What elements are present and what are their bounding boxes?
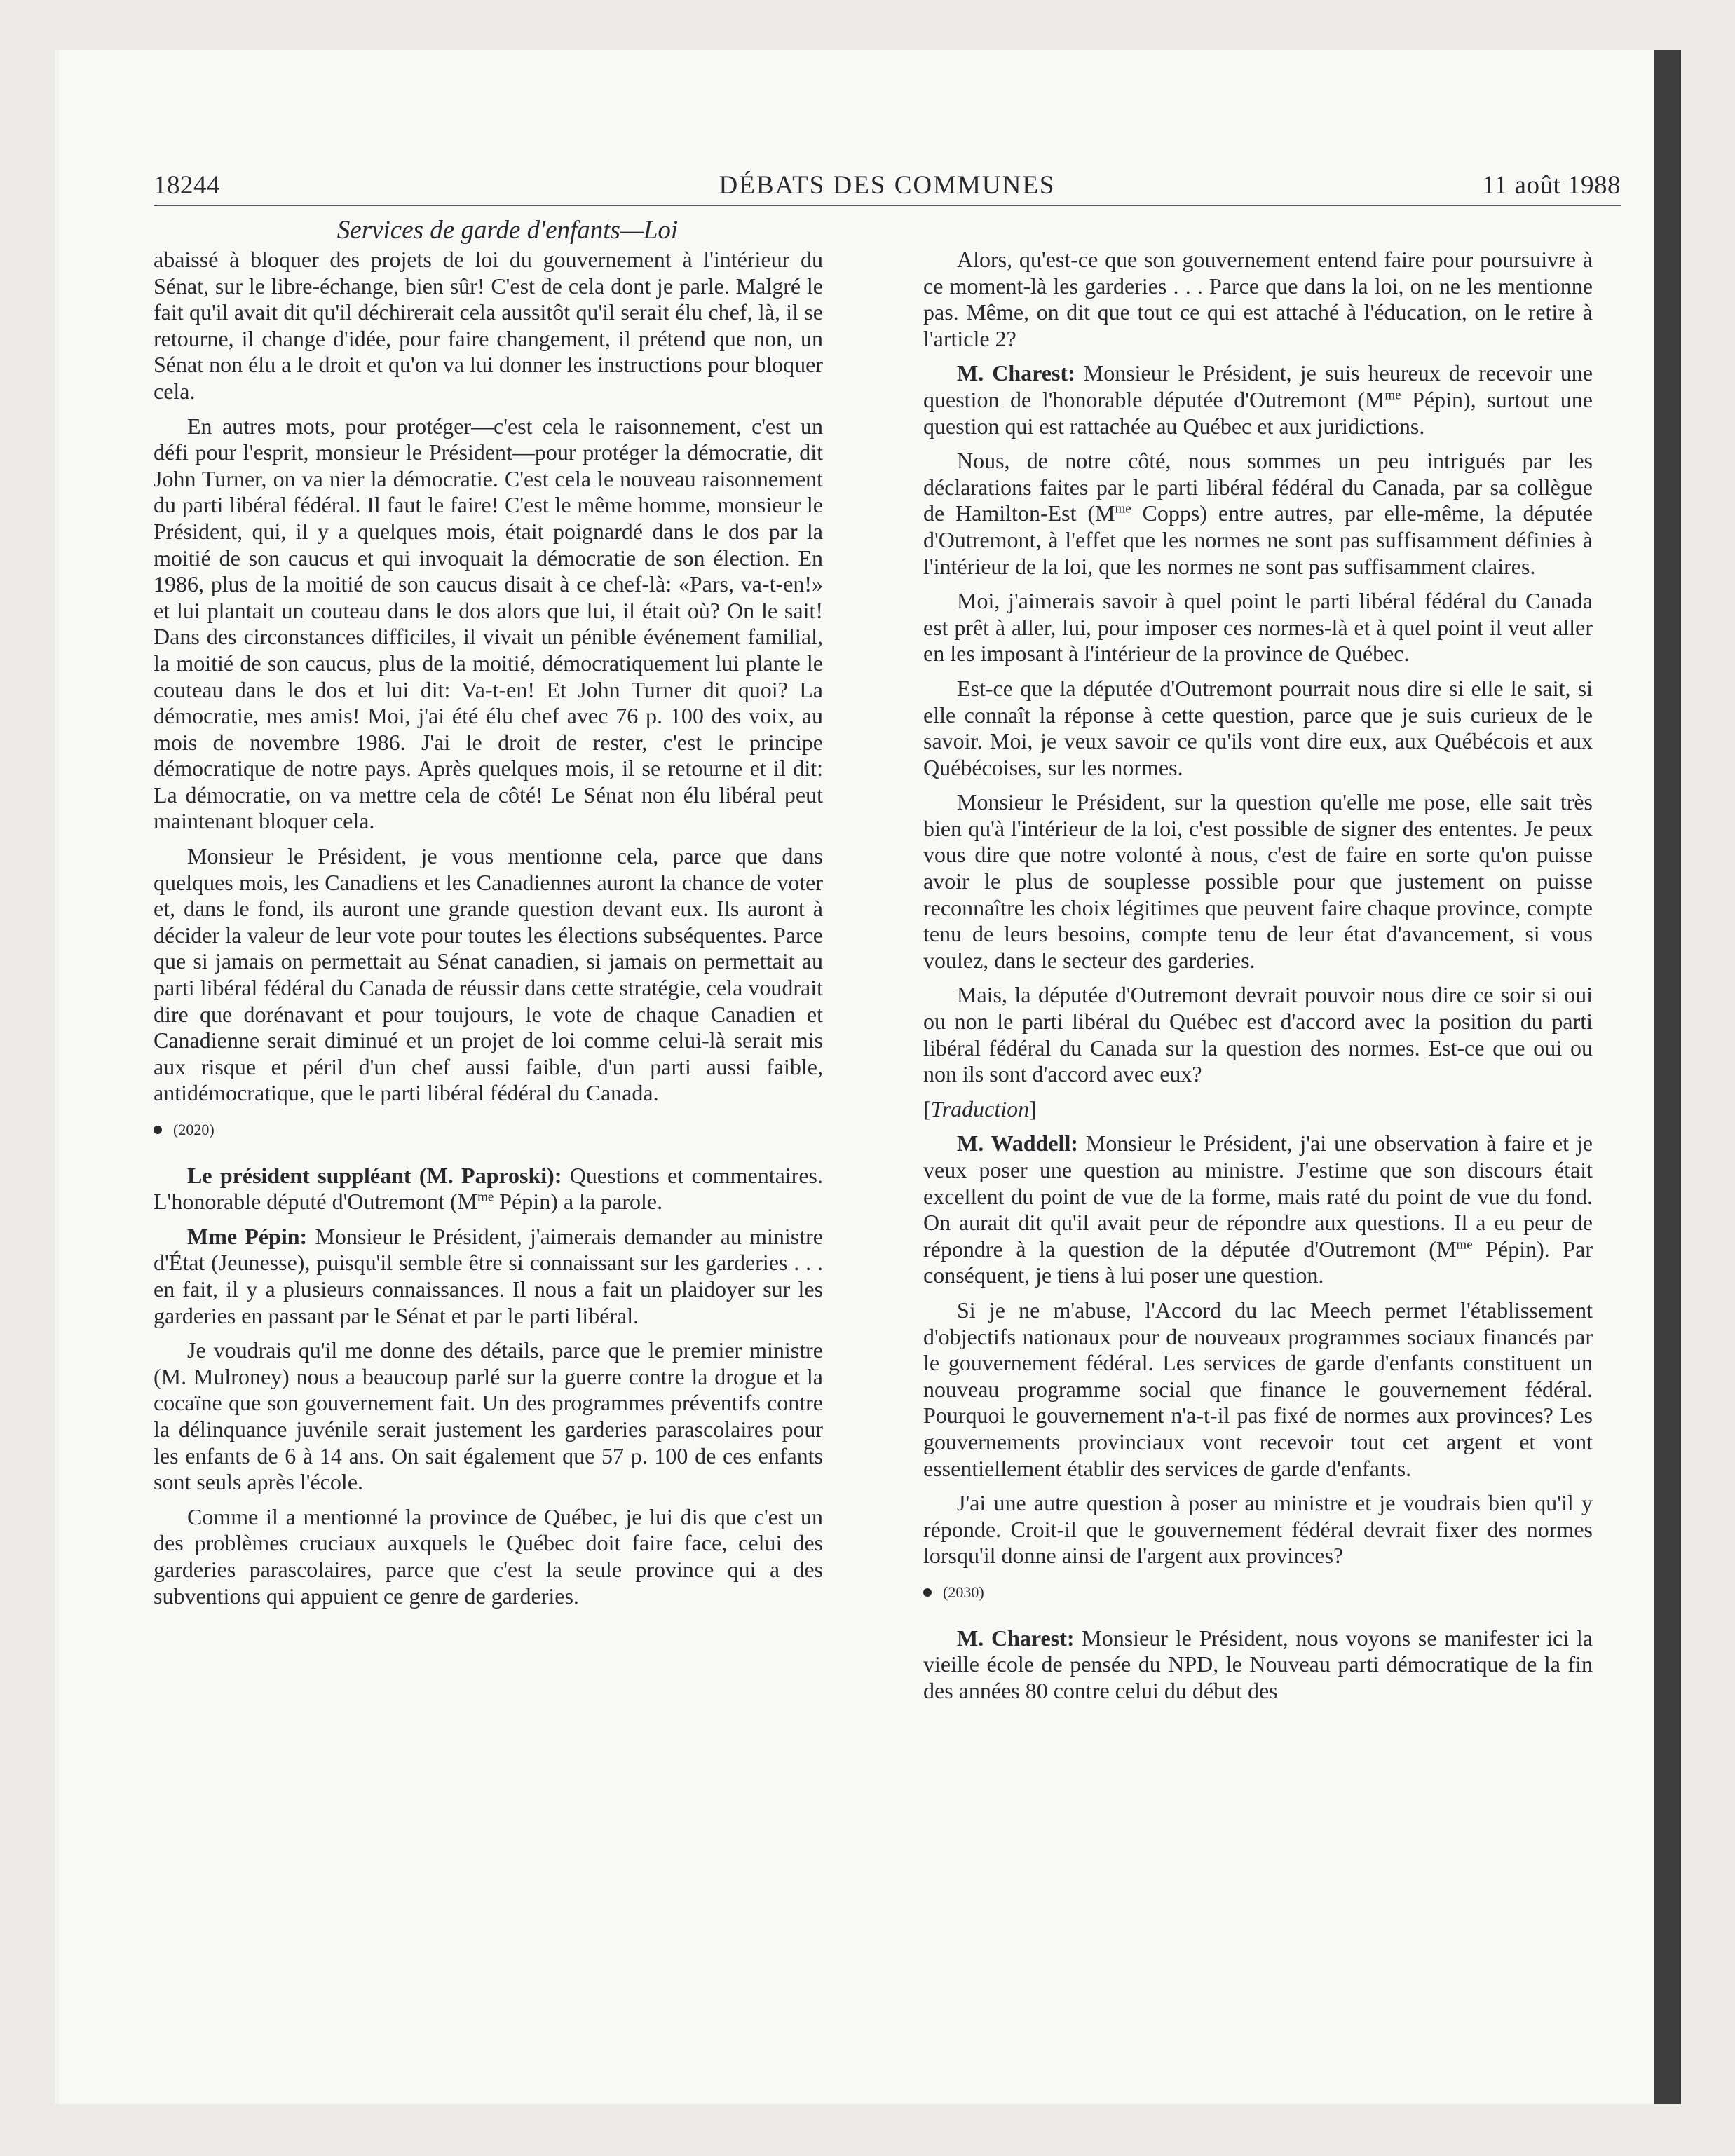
superscript: me [1384,388,1401,403]
paragraph: Je voudrais qu'il me donne des détails, parce que le premier ministre (M. Mulroney) nous a beaucoup parlé sur la guerre contre la drogue et la cocaïne que son gouvernement fait. Un des programmes préventifs contre la délinquance juvénile serait justement les garderies parascolaires pour les enfants de 6 à 14 ans. On sait également que 57 p. 100 de ces enfants sont seuls après l'école. [154,1337,823,1495]
paragraph-text: Questions et commentaires. L'honorable député d'Outremont (M [154,1162,824,1215]
translation-label: Traduction [930,1096,1030,1121]
paragraph: Monsieur le Président, je vous mentionne cela, parce que dans quelques mois, les Canadiens et les Canadiennes auront la chance de voter et, dans le fond, ils auront une grande question devant eux. Ils auront à décider la valeur de leur vote pour toutes les élections subséquentes. Parce que si jamais on permettait au Sénat canadien, si jamais on permettait au parti libéral fédéral du Canada de réussir dans cette stratégie, cela voudrait dire que dorénavant et pour toujours, le vote de chaque Canadien et Canadienne serait diminué et un projet de loi comme celui-là serait mis aux risque et péril d'un chef aussi faible, d'un parti aussi faible, antidémocratique, que le parti libéral fédéral du Canada. [154,843,823,1106]
page-date: 11 août 1988 [1482,171,1621,200]
speaker-name: M. Waddell: [957,1131,1078,1157]
paragraph [923,1131,1593,1289]
paragraph: Alors, qu'est-ce que son gouvernement entend faire pour poursuivre à ce moment-là les garderies . . . Parce que dans la loi, on ne les mentionne pas. Même, on dit que tout ce qui est attaché à l'éducation, on le retire à l'article 2? [923,247,1593,351]
superscript: me [477,1189,494,1205]
paragraph: Comme il a mentionné la province de Québec, je lui dis que c'est un des problèmes cruciaux auxquels le Québec doit faire face, celui des garderies parascolaires, parce que c'est la seule province qui a des subventions qui appuient ce genre de garderies. [154,1503,823,1609]
paragraph: En autres mots, pour protéger—c'est cela le raisonnement, c'est un défi pour l'esprit, monsieur le Président—pour protéger la démocratie, dit John Turner, on va nier la démocratie. C'est cela le nouveau raisonnement du parti libéral fédéral. Il faut le faire! C'est le même homme, monsieur le Président, qui, il y a quelques mois, était poignardé dans le dos par la moitié de son caucus et qui invoquait la démocratie de son élection. En 1986, plus de la moitié de son caucus disait à ce chef-là: «Pars, va-t-en!» et lui plantait un couteau dans le dos alors que lui, il était où? On le sait! Dans des circonstances difficiles, il vivait un pénible événement familial, la moitié de son caucus, plus de la moitié, démocratiquement lui plante le couteau dans le dos et lui dit: Va-t-en! Et John Turner dit quoi? La démocratie, mes amis! Moi, j'ai été élu chef avec 76 p. 100 des voix, au mois de novembre 1986. J'ai le droit de rester, c'est le principe démocratique de notre pays. Après quelques mois, il se retourne et il dit: La démocratie, on va mettre cela de côté! Le Sénat non élu libéral peut maintenant bloquer cela. [154,413,823,834]
speaker-name: Mme Pépin: [187,1223,308,1249]
paragraph [154,1224,823,1329]
paragraph: Monsieur le Président, sur la question qu'elle me pose, elle sait très bien qu'à l'intérieur de la loi, c'est possible de signer des ententes. Je peux vous dire que notre volonté à nous, c'est de faire en sorte qu'on puisse avoir le plus de souplesse possible pour que justement on puisse reconnaître les choix légitimes que peuvent faire chaque province, compte tenu de leurs besoins, compte tenu de leur état d'avancement, si vous voulez, dans le secteur des garderies. [923,789,1593,973]
publication-title: DÉBATS DES COMMUNES [719,171,1056,200]
bullet-icon [923,1588,932,1597]
paragraph: Si je ne m'abuse, l'Accord du lac Meech permet l'établissement d'objectifs nationaux pour de nouveaux programmes sociaux financés par le gouvernement fédéral. Les services de garde d'enfants constituent un nouveau programme social que finance le gouvernement fédéral. Pourquoi le gouvernement n'a-t-il pas fixé de normes aux provinces? Les gouvernements provinciaux vont recevoir tout cet argent et vont essentiellement établir des services de garde d'enfants. [923,1297,1593,1481]
paragraph [923,448,1593,580]
superscript: me [1456,1237,1473,1253]
paragraph: Mais, la députée d'Outremont devrait pouvoir nous dire ce soir si oui ou non le parti libéral du Québec est d'accord avec la position du parti libéral fédéral du Canada sur la question des normes. Est-ce que oui ou non ils sont d'accord avec eux? [923,982,1593,1087]
scan-edge-bar [1654,50,1681,2104]
paragraph-text: Pépin), surtout une question qui est rattachée au Québec et aux juridictions. [923,386,1593,439]
right-column [923,247,1593,1712]
superscript: me [1115,501,1131,517]
paragraph [154,1163,823,1215]
paragraph-text: Monsieur le Président, j'aimerais demander au ministre d'État (Jeunesse), puisqu'il semble être si connaissant sur les garderies . . . en fait, il y a plusieurs connaissances. Il nous a fait un plaidoyer sur les garderies en passant par le Sénat et par le parti libéral. [154,1223,824,1328]
paragraph: Moi, j'aimerais savoir à quel point le parti libéral fédéral du Canada est prêt à aller, lui, pour imposer ces normes-là et à quel point il veut aller en les imposant à l'intérieur de la province de Québec. [923,588,1593,667]
paragraph [923,1625,1593,1705]
translation-note [923,1096,1593,1123]
paragraph-text: Monsieur le Président, je suis heureux de recevoir une question de l'honorable députée d'Outremont (M [923,360,1593,412]
paragraph-text: Pépin). Par conséquent, je tiens à lui poser une question. [923,1236,1593,1288]
bracket-open: [ [923,1096,931,1121]
page-number: 18244 [154,171,220,200]
time-marker [154,1117,823,1143]
left-column [154,247,823,1618]
paragraph-text: Nous, de notre côté, nous sommes un peu intrigués par les déclarations faites par le parti libéral fédéral du Canada, par sa collègue de Hamilton-Est (M [923,448,1593,526]
time-marker-label: (2020) [173,1121,215,1138]
document-page [55,50,1681,2104]
paragraph-text: Monsieur le Président, nous voyons se manifester ici la vieille école de pensée du NPD, le Nouveau parti démocratique de la fin des années 80 contre celui du début des [923,1625,1593,1703]
time-marker-label: (2030) [943,1583,984,1601]
paragraph: abaissé à bloquer des projets de loi du gouvernement à l'intérieur du Sénat, sur le libre-échange, bien sûr! C'est de cela dont je parle. Malgré le fait qu'il avait dit qu'il déchirerait cela aussitôt qu'il serait élu chef, là, il se retourne, il change d'idée, pour faire changement, il prétend que non, un Sénat non élu a le droit et qu'on va lui donner les instructions pour bloquer cela. [154,247,823,404]
bracket-close: ] [1029,1096,1037,1121]
speaker-name: Le président suppléant (M. Paproski): [187,1162,562,1188]
speaker-name: M. Charest: [957,1625,1075,1651]
paragraph [923,360,1593,439]
page-left-edge [55,50,59,2104]
paragraph: J'ai une autre question à poser au ministre et je voudrais bien qu'il y réponde. Croit-il que le gouvernement fédéral devrait fixer des normes lorsqu'il donne ainsi de l'argent aux provinces? [923,1490,1593,1569]
section-subtitle: Services de garde d'enfants—Loi [336,216,679,245]
bullet-icon [154,1126,162,1134]
time-marker [923,1579,1593,1606]
speaker-name: M. Charest: [957,360,1075,386]
paragraph-text: Copps) entre autres, par elle-même, la députée d'Outremont, à l'effet que les normes ne sont pas suffisamment définies à l'intérieur de la loi, que les normes ne sont pas suffisamment claires. [923,500,1593,579]
paragraph: Est-ce que la députée d'Outremont pourrait nous dire si elle le sait, si elle connaît la réponse à cette question, parce que je suis curieux de le savoir. Moi, je veux savoir ce qu'ils vont dire eux, aux Québécois et aux Québécoises, sur les normes. [923,675,1593,780]
page-header [154,163,1621,206]
paragraph-text: Pépin) a la parole. [494,1189,663,1215]
paragraph-text: Monsieur le Président, j'ai une observation à faire et je veux poser une question au ministre. J'estime que son discours était excellent du point de vue de la forme, mais raté du point de vue du fond. On aurait dit qu'il avait peur de répondre aux questions. Il a eu peur de répondre à la question de la députée d'Outremont (M [923,1131,1593,1262]
